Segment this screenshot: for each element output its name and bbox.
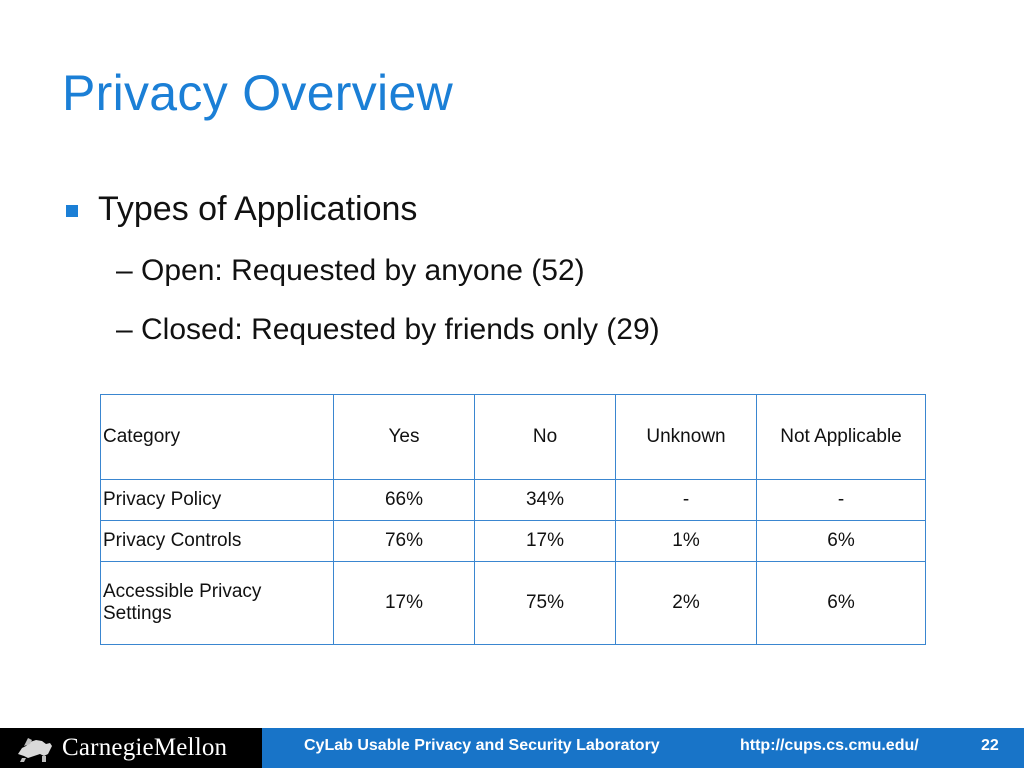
table-cell: Privacy Controls — [101, 521, 334, 562]
table-cell: 2% — [616, 562, 757, 645]
table-row — [101, 480, 926, 521]
table-cell: 34% — [475, 480, 616, 521]
bullet-item — [66, 190, 417, 229]
table-cell: Accessible Privacy Settings — [101, 562, 334, 645]
sub-bullet-closed: – Closed: Requested by friends only (29) — [116, 313, 660, 346]
table-header-row — [101, 395, 926, 480]
table-cell: 6% — [757, 521, 926, 562]
bullet-text: Types of Applications — [98, 190, 418, 228]
table-cell: 66% — [334, 480, 475, 521]
sub-bullet-open: – Open: Requested by anyone (52) — [116, 254, 585, 287]
table-cell: 17% — [475, 521, 616, 562]
header-cell: Not Applicable — [757, 395, 926, 480]
footer-lab-name: CyLab Usable Privacy and Security Laboratory — [304, 737, 660, 754]
logo-text: CarnegieMellon — [62, 734, 228, 761]
table-cell: 75% — [475, 562, 616, 645]
cmu-logo — [0, 728, 262, 768]
slide-title: Privacy Overview — [62, 65, 453, 121]
header-cell: Unknown — [616, 395, 757, 480]
table-cell: - — [757, 480, 926, 521]
table-cell: 1% — [616, 521, 757, 562]
table-cell: 6% — [757, 562, 926, 645]
header-cell: No — [475, 395, 616, 480]
footer-url[interactable]: http://cups.cs.cmu.edu/ — [740, 737, 919, 754]
slide-number: 22 — [981, 737, 999, 754]
footer-bar — [0, 728, 1024, 768]
privacy-table — [100, 394, 926, 645]
table-cell: 17% — [334, 562, 475, 645]
table-cell: 76% — [334, 521, 475, 562]
table-cell: Privacy Policy — [101, 480, 334, 521]
header-cell: Yes — [334, 395, 475, 480]
table-row — [101, 562, 926, 645]
table-cell: - — [616, 480, 757, 521]
table-row — [101, 521, 926, 562]
scottie-dog-logo-icon — [14, 732, 56, 764]
header-cell: Category — [101, 395, 334, 480]
square-bullet-icon — [66, 205, 78, 217]
